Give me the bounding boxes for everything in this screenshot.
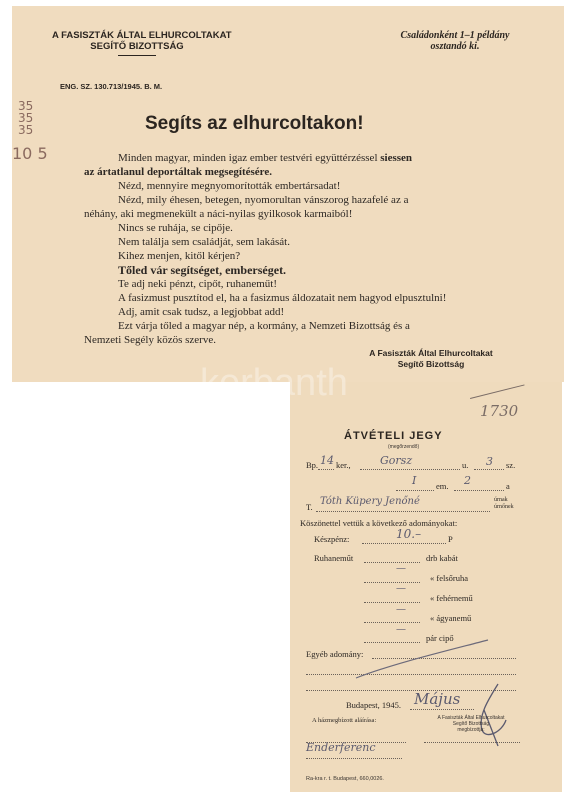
receipt-title: ÁTVÉTELI JEGY (344, 430, 443, 442)
pencil-marks (18, 100, 33, 136)
cash-label: Készpénz: (314, 534, 350, 544)
cash-field (362, 543, 446, 544)
distribution-note-line-1: Családonként 1–1 példány (400, 30, 510, 41)
salutation-mr: úrnak (494, 497, 508, 503)
item-quantity-handwritten: — (396, 624, 406, 635)
house-handwritten: 3 (486, 455, 493, 468)
receipt-subtitle: (megőrzendő) (388, 444, 420, 450)
thanks-line: Köszönettel vettük a következő adományokat: (300, 518, 458, 528)
street-handwritten: Gorsz (380, 454, 413, 467)
item-quantity-handwritten: — (396, 604, 406, 615)
district-handwritten: 14 (320, 454, 334, 467)
street-field (360, 469, 460, 470)
paragraph-line: Te adj neki pénzt, cipőt, ruhaneműt! (118, 278, 277, 290)
right-signature-line: Segítő Bizottság (452, 721, 490, 727)
street-suffix: u. (462, 460, 469, 470)
item-quantity-field (364, 602, 420, 603)
printer-credit: Ra-kra r. t. Budapest, 660,0026. (306, 776, 384, 782)
paragraph-line: Adj, amit csak tudsz, a legjobbat add! (118, 306, 285, 318)
paragraph-line: az ártatlanul deportáltak megsegítésére. (84, 166, 272, 178)
leaflet-signature-line-1: A Fasiszták Által Elhurcoltakat (369, 348, 493, 358)
floor-label: em. (436, 481, 449, 491)
paragraph-line: Nincs se ruhája, se cipője. (118, 222, 233, 234)
paragraph-line: néhány, aki megmenekült a náci-nyilas gyilkosok karmaiból! (84, 208, 353, 220)
floor-handwritten: I (412, 474, 417, 487)
signature-underline (306, 758, 402, 759)
item-label: drb kabát (426, 553, 458, 563)
item-quantity-field (364, 562, 420, 563)
watermark: kerbanth (200, 362, 348, 404)
permit-number: ENG. SZ. 130.713/1945. B. M. (60, 82, 163, 91)
paragraph-line: Ezt várja tőled a magyar nép, a kormány, a Nemzeti Bizottság és a (118, 320, 410, 332)
org-header (52, 30, 232, 52)
paragraph-line: Nem találja sem családját, sem lakását. (118, 236, 290, 248)
city-date: Budapest, 1945. (346, 700, 402, 710)
salutation (494, 497, 514, 511)
paragraph-emphasis: siessen (380, 152, 413, 164)
leaflet-signature (346, 348, 516, 370)
floor-field (396, 490, 434, 491)
item-label: pár cipő (426, 633, 454, 643)
district-label: ker., (336, 460, 351, 470)
cancel-stroke (352, 634, 492, 684)
clothes-label: Ruhaneműt (314, 553, 354, 563)
leaflet-title: Segíts az elhurcoltakon! (145, 113, 364, 134)
house-suffix: sz. (506, 460, 516, 470)
signature-field (424, 742, 520, 743)
pencil-mark: 35 (18, 99, 34, 113)
salutation-mrs: úrnőnek (494, 504, 514, 510)
item-label: « fehérnemű (430, 593, 473, 603)
paragraph-text: Minden magyar, minden igaz ember testvéri együttérzéssel (118, 152, 378, 164)
item-label: « ágyanemű (430, 613, 472, 623)
right-signature-label (426, 715, 516, 733)
org-header-line-1: A FASISZTÁK ÁLTAL ELHURCOLTAKAT (52, 30, 232, 41)
date-field (410, 709, 474, 710)
cash-handwritten: 10.– (396, 527, 422, 541)
item-label: « felsőruha (430, 573, 469, 583)
left-signature-handwritten: Enderferenc (306, 741, 376, 754)
distribution-note-line-2: osztandó ki. (430, 41, 480, 52)
distribution-note (380, 30, 530, 52)
date-handwritten: Május (414, 690, 461, 708)
org-header-line-2: SEGÍTŐ BIZOTTSÁG (90, 41, 184, 52)
paragraph-line: Nézd, mennyire megnyomorították embertársadat! (118, 180, 341, 192)
door-handwritten: 2 (464, 474, 471, 487)
address-prefix: Bp. (306, 460, 319, 470)
paragraph-line: Nemzeti Segély közös szerve. (84, 334, 216, 346)
left-signature-label: A házmegbízott aláírása: (312, 717, 377, 724)
paragraph-line: Nézd, mily éhesen, betegen, nyomorultan vánszorog hazafelé az a (118, 194, 409, 206)
house-field (474, 469, 504, 470)
pencil-mark: 35 (18, 111, 34, 125)
item-quantity-field (364, 582, 420, 583)
paragraph-line (118, 152, 412, 164)
recipient-name-handwritten: Tóth Küpery Jenőné (320, 496, 420, 507)
door-suffix: a (506, 481, 510, 491)
paragraph-line: Kihez menjen, kitől kérjen? (118, 250, 241, 262)
paragraph-line: Tőled vár segítséget, emberséget. (118, 263, 287, 277)
other-donation-label: Egyéb adomány: (306, 649, 364, 659)
cash-unit: P (448, 534, 453, 544)
org-underline (118, 55, 156, 56)
item-quantity-handwritten: — (396, 563, 406, 574)
name-prefix: T. (306, 502, 313, 512)
pencil-mark: 35 (18, 123, 34, 137)
district-field (318, 469, 334, 470)
right-signature-line: A Fasiszták Által Elhurcoltakat (437, 715, 505, 721)
pencil-number: 10 5 (12, 144, 48, 163)
item-quantity-handwritten: — (396, 583, 406, 594)
right-signature-line: megbízottja: (457, 727, 485, 733)
leaflet-signature-line-2: Segítő Bizottság (397, 359, 465, 369)
item-quantity-field (364, 622, 420, 623)
receipt-pencil-number: 1730 (480, 402, 519, 420)
recipient-name-field (316, 511, 490, 512)
door-field (454, 490, 504, 491)
paragraph-line: A fasizmust pusztítod el, ha a fasizmus áldozatait nem hagyod elpusztulni! (118, 292, 447, 304)
